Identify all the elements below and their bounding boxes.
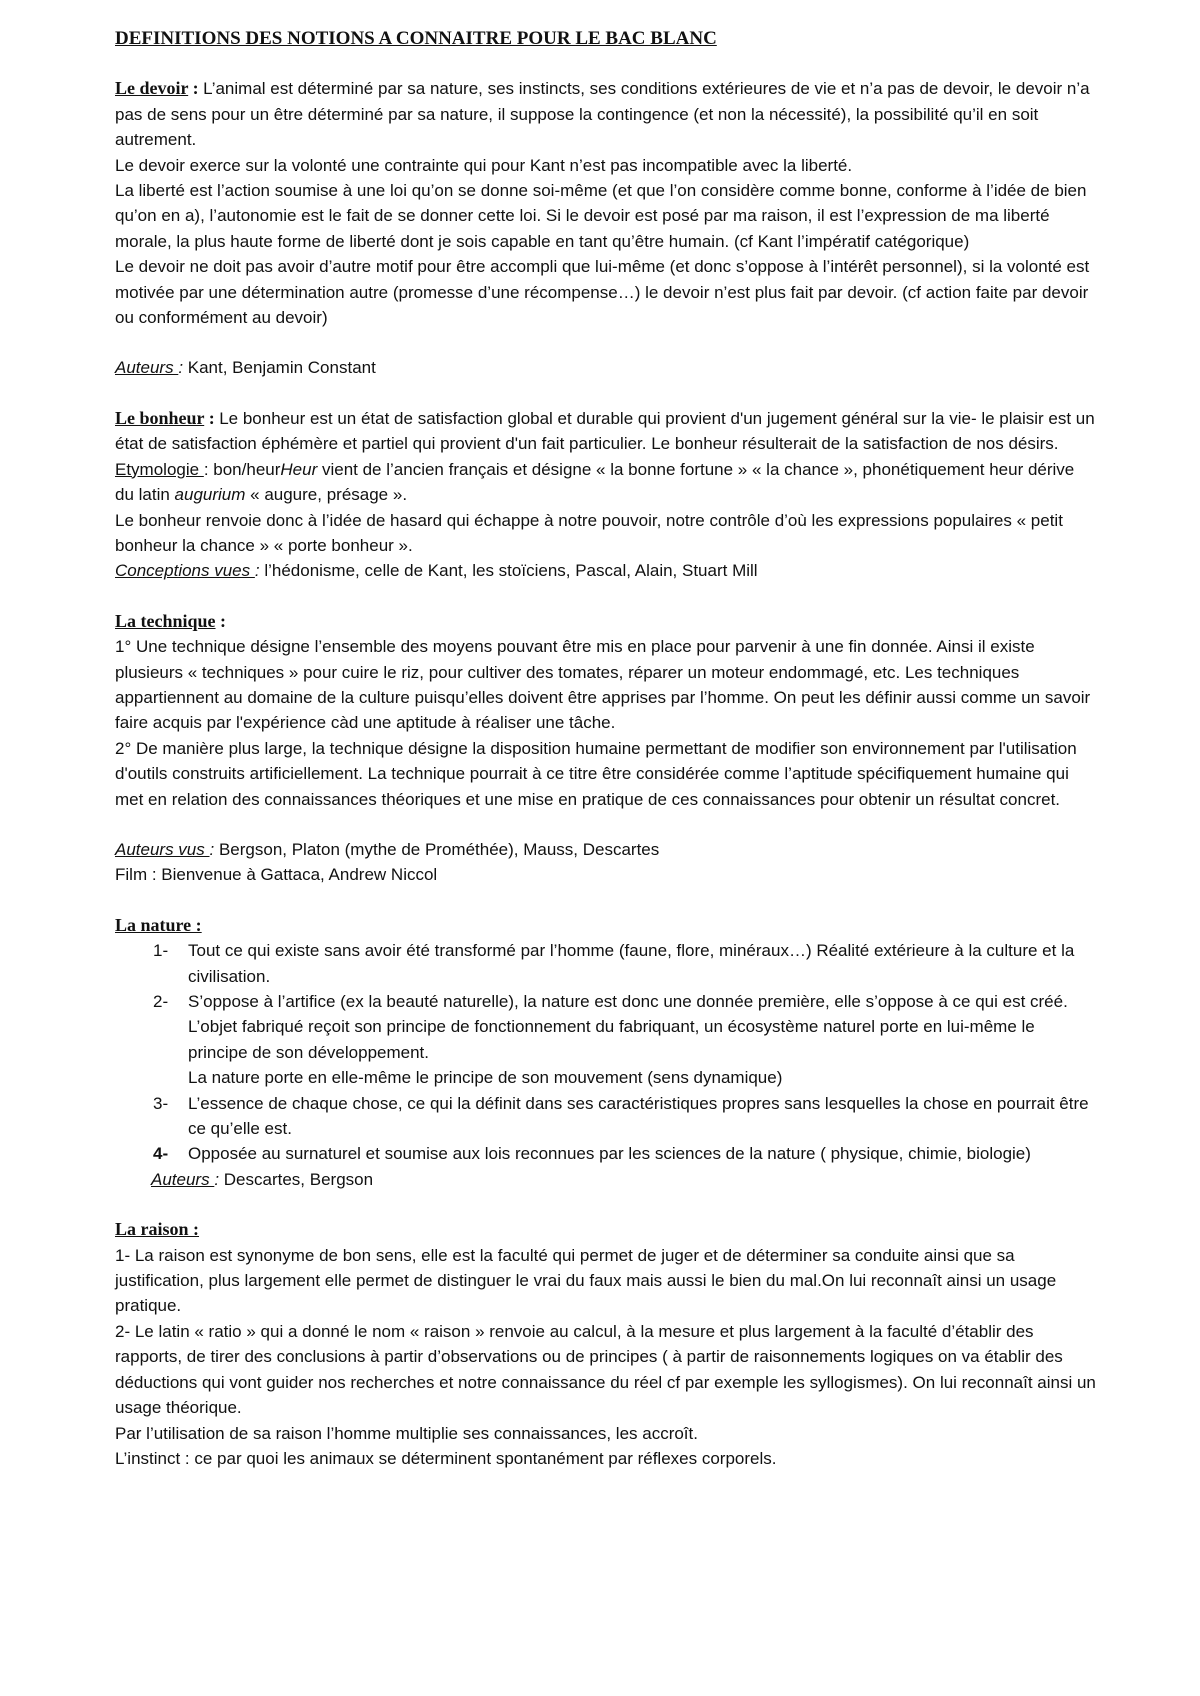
list-item-number: 3- xyxy=(153,1093,169,1113)
devoir-authors-list: Kant, Benjamin Constant xyxy=(187,358,376,378)
list-item xyxy=(115,938,1097,989)
nature-heading-line xyxy=(115,913,1097,938)
raison-paragraph-4: L’instinct : ce par quoi les animaux se déterminent spontanément par réflexes corporels. xyxy=(115,1448,777,1468)
list-item-number: 2- xyxy=(153,992,169,1011)
bonheur-etym-text-1: vient de l’ancien français et désigne « la bonne fortune » « la chance », phonétiquement heur dérive du latin xyxy=(115,459,1075,505)
bonheur-heading: Le bonheur xyxy=(115,407,205,428)
bonheur-conceptions xyxy=(115,558,1097,583)
raison-paragraph-1: 1- La raison est synonyme de bon sens, elle est la faculté qui permet de juger et de déterminer sa conduite ainsi que sa justification, plus largement elle permet de distinguer le vrai du faux mais aussi le bien du mal.On lui reconnaît ainsi un usage pratique. xyxy=(115,1245,1057,1316)
page-title: DEFINITIONS DES NOTIONS A CONNAITRE POUR LE BAC BLANC xyxy=(115,28,717,49)
nature-list xyxy=(115,938,1097,1167)
technique-film: Film : Bienvenue à Gattaca, Andrew Niccol xyxy=(115,865,438,885)
section-bonheur xyxy=(115,406,1097,584)
section-nature xyxy=(115,913,1097,1192)
section-technique xyxy=(115,609,1097,888)
devoir-authors-label: Auteurs xyxy=(115,358,179,378)
bonheur-etym-text-2: « augure, présage ». xyxy=(245,485,408,505)
nature-authors-list: Descartes, Bergson xyxy=(223,1169,374,1189)
technique-heading: La technique xyxy=(115,610,216,631)
section-devoir xyxy=(115,76,1097,380)
technique-paragraph-1: 1° Une technique désigne l’ensemble des moyens pouvant être mis en place pour parvenir à une fin donnée. Ainsi il existe plusieurs « techniques » pour cuire le riz, pour cultiver des tomates, réparer un moteur endommagé, etc. Les techniques appartiennent au domaine de la culture puisqu’elles doivent être apprises par l’homme. On peut les définir aussi comme un savoir faire acquis par l'expérience càd une aptitude à réaliser une tâche. xyxy=(115,637,1091,733)
technique-authors xyxy=(115,837,1097,862)
list-item-number: 1- xyxy=(153,941,169,961)
devoir-paragraph-3: La liberté est l’action soumise à une loi qu’on se donne soi-même (et que l’on considère comme bonne, conforme à l’idée de bien qu’on en a), l’autonomie est le fait de se donner cette loi. Si le devoir est posé par ma raison, il est l’expression de ma liberté morale, la plus haute forme de liberté dont je sois capable en tant qu’être humain. (cf Kant l’impératif catégorique) xyxy=(115,181,1087,251)
list-item-text: L’essence de chaque chose, ce qui la définit dans ses caractéristiques propres sans lesquelles la chose en pourrait être ce qu’elle est. xyxy=(188,1093,1089,1139)
raison-heading-line xyxy=(115,1217,1097,1242)
devoir-paragraph-1 xyxy=(115,76,1097,152)
devoir-paragraph-2: Le devoir exerce sur la volonté une contrainte qui pour Kant n’est pas incompatible avec la liberté. xyxy=(115,155,853,175)
bonheur-text-1: Le bonheur est un état de satisfaction global et durable qui provient d'un jugement général sur la vie- le plaisir est un état de satisfaction éphémère et partiel qui provient d'un fait particulier. Le bonheur résulterait de la satisfaction de nos désirs. xyxy=(115,408,1095,454)
bonheur-conceptions-label: Conceptions vues xyxy=(115,561,255,581)
list-item-extra: L’objet fabriqué reçoit son principe de fonctionnement du fabriquant, un écosystème naturel porte en lui-même le principe de son développement. xyxy=(188,1017,1035,1062)
list-item xyxy=(115,1141,1097,1166)
bonheur-heading-sep: : xyxy=(204,407,220,428)
nature-heading: La nature : xyxy=(115,914,202,935)
list-item-extra: La nature porte en elle-même le principe de son mouvement (sens dynamique) xyxy=(188,1068,783,1088)
raison-paragraph-3: Par l’utilisation de sa raison l’homme multiplie ses connaissances, les accroît. xyxy=(115,1423,698,1443)
bonheur-etym-heur: Heur xyxy=(280,459,318,479)
devoir-paragraph-4: Le devoir ne doit pas avoir d’autre motif pour être accompli que lui-même (et donc s’oppose à l’intérêt personnel), si la volonté est motivée par une détermination autre (promesse d’une récompense…) le devoir n’est plus fait par devoir. (cf action faite par devoir ou conformément au devoir) xyxy=(115,257,1090,328)
technique-authors-list: Bergson, Platon (mythe de Prométhée), Mauss, Descartes xyxy=(218,839,660,859)
devoir-heading-sep: : xyxy=(188,78,204,99)
bonheur-etym-label: Etymologie xyxy=(115,459,204,479)
list-item xyxy=(115,989,1097,1091)
nature-authors-label: Auteurs xyxy=(151,1169,215,1189)
raison-paragraph-2: 2- Le latin « ratio » qui a donné le nom « raison » renvoie au calcul, à la mesure et plus largement à la faculté d’établir des rapports, de tirer des conclusions à partir d’observations ou de principes ( à partir de raisonnements logiques on va établir des déductions qui vont guider nos recherches et notre connaissance du réel cf par exemple les syllogismes). On lui reconnaît ainsi un usage théorique. xyxy=(115,1321,1096,1418)
list-item-text: Tout ce qui existe sans avoir été transformé par l’homme (faune, flore, minéraux…) Réalité extérieure à la culture et la civilisation. xyxy=(188,941,1075,986)
technique-heading-line xyxy=(115,609,1097,634)
nature-authors-sep: : xyxy=(214,1169,224,1189)
technique-heading-sep: : xyxy=(215,610,227,631)
technique-authors-label: Auteurs vus xyxy=(115,839,210,859)
bonheur-etym-augurium: augurium xyxy=(174,485,246,505)
bonheur-paragraph-1 xyxy=(115,406,1097,457)
bonheur-conceptions-sep: : xyxy=(254,561,265,581)
list-item xyxy=(115,1091,1097,1142)
bonheur-etymology xyxy=(115,457,1097,508)
bonheur-conceptions-list: l’hédonisme, celle de Kant, les stoïciens, Pascal, Alain, Stuart Mill xyxy=(264,561,758,581)
devoir-text-1: L’animal est déterminé par sa nature, ses instincts, ses conditions extérieures de vie et n’a pas de devoir, le devoir n’a pas de sens pour un être déterminé par sa nature, il suppose la contingence (et non la nécessité), la possibilité qu’il en soit autrement. xyxy=(115,79,1090,150)
nature-authors xyxy=(115,1167,1097,1192)
list-item-number: 4- xyxy=(153,1144,169,1164)
devoir-authors-sep: : xyxy=(178,358,188,378)
list-item-text: S’oppose à l’artifice (ex la beauté naturelle), la nature est donc une donnée première, elle s’oppose à ce qui est créé. xyxy=(188,992,1068,1011)
section-raison xyxy=(115,1217,1097,1471)
bonheur-etym-sep: : bon/heur xyxy=(203,459,281,479)
technique-paragraph-2: 2° De manière plus large, la technique désigne la disposition humaine permettant de modifier son environnement par l'utilisation d'outils construits artificiellement. La technique pourrait à ce titre être considérée comme l’aptitude spécifiquement humaine qui met en relation des connaissances théoriques et une mise en pratique de ces connaissances pour obtenir un résultat concret. xyxy=(115,738,1077,809)
document-page xyxy=(115,26,1097,1471)
raison-heading: La raison : xyxy=(115,1219,200,1240)
bonheur-paragraph-2: Le bonheur renvoie donc à l’idée de hasard qui échappe à notre pouvoir, notre contrôle d’où les expressions populaires « petit bonheur la chance » « porte bonheur ». xyxy=(115,510,1063,555)
technique-authors-sep: : xyxy=(209,839,219,859)
devoir-authors xyxy=(115,355,1097,380)
devoir-heading: Le devoir xyxy=(115,78,189,99)
list-item-text: Opposée au surnaturel et soumise aux lois reconnues par les sciences de la nature ( physique, chimie, biologie) xyxy=(188,1144,1031,1164)
